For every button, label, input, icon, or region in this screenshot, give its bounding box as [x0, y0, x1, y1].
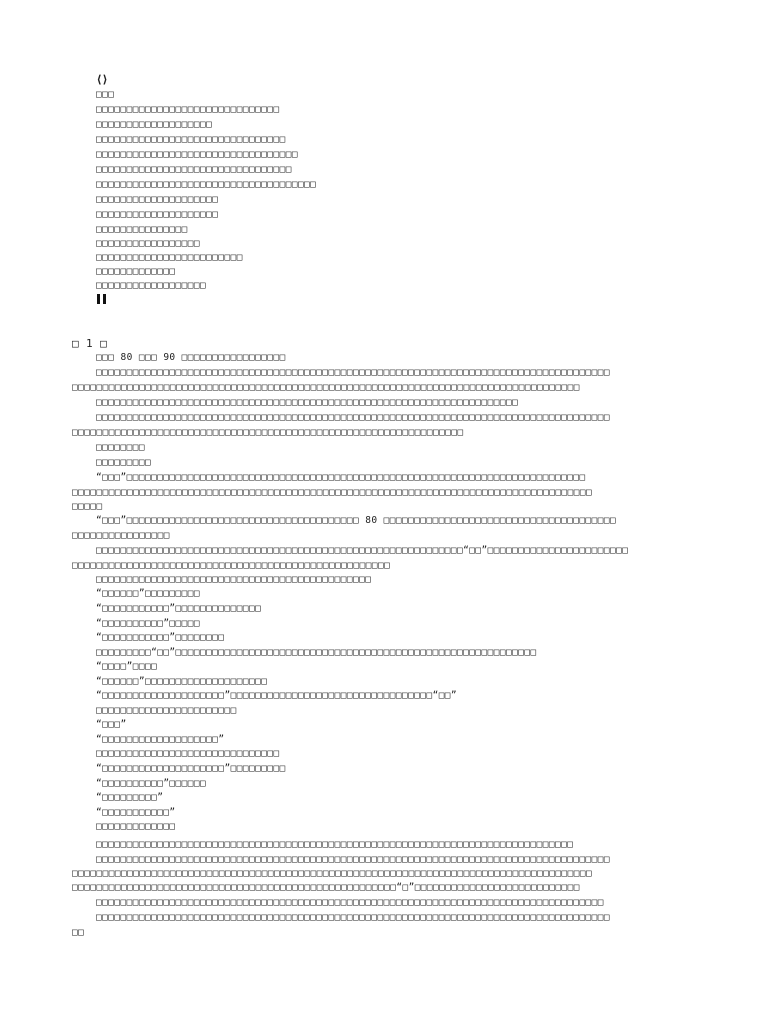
- body-line: “□□□□□□□□□□□”: [96, 807, 176, 818]
- body-line: “□□□□□□□□□□□”□□□□□□□□□□□□□□: [96, 603, 262, 614]
- preamble-line: □□□□□□□□□□□□□: [96, 266, 176, 277]
- body-line: “□□□□□□□□□□”□□□□□: [96, 618, 201, 629]
- body-line: □□□□□□□□□□□□□□□□□□□□□□□□□□□□□□□□□□□□□□□□□□□□□□□□□□□□□□□□□□□□□□□□□□□□□□□□□□□□□□□□□□□□□: [72, 487, 593, 498]
- preamble-line: □□□□□□□□□□□□□□□□□: [96, 238, 201, 249]
- body-line: □□□□□□□□□□□□□□□□□□□□□□□□□□□□□□: [96, 748, 280, 759]
- preamble-line: □□□□□□□□□□□□□□□□□□□□□□□□□□□□□□□□: [96, 164, 292, 175]
- body-line: □□□□□□□□□□□□□□□□□□□□□□□□□□□□□□□□□□□□□□□□□□□□□□□□□□□□□□□□□□□□□□□□□□□□□: [96, 397, 519, 408]
- code-brackets-icon: ⟨⟩: [96, 73, 108, 86]
- body-line: “□□□□□□”□□□□□□□□□□□□□□□□□□□□: [96, 676, 268, 687]
- body-line: □□□ 80 □□□ 90 □□□□□□□□□□□□□□□□□: [96, 352, 286, 363]
- body-line: □□□□□□□□□□□□□□□□□□□□□□□□□□□□□□□□□□□□□□□□□□□□□□□□□□□□□□□□□□□□□□□□□□□□□□□□□□□□□□□□□□□□: [96, 854, 611, 865]
- preamble-line: □□□□□□□□□□□□□□□□□□□□□□□□□□□□□□□□□: [96, 149, 298, 160]
- body-line: □□□□□□□□□□□□□□□□□□□□□□□□□□□□□□□□□□□□□□□□□□□□□: [96, 574, 372, 585]
- body-line: □□□□□□□□□□□□□□□□□□□□□□□□□□□□□□□□□□□□□□□□□□□□□□□□□□□□□□□□□□□□□□□□□□□□□□□□□□□□□□□□□□□□□: [72, 868, 593, 879]
- body-line: “□□□□□□”□□□□□□□□□: [96, 588, 201, 599]
- preamble-line: □□□□□□□□□□□□□□□□□□□□□□□□□□□□□□□: [96, 134, 286, 145]
- body-line: □□□□□□□□□□□□□□□□□□□□□□□□□□□□□□□□□□□□□□□□□□□□□□□□□□□□: [72, 560, 391, 571]
- body-line: “□□□”□□□□□□□□□□□□□□□□□□□□□□□□□□□□□□□□□□□□□□□□□□□□□□□□□□□□□□□□□□□□□□□□□□□□□□□□□□□: [96, 472, 586, 483]
- body-line: “□□□□□□□□□□□”□□□□□□□□: [96, 632, 225, 643]
- body-line: “□□□□□□□□□”: [96, 792, 164, 803]
- preamble-line: □□□□□□□□□□□□□□□□□□: [96, 280, 207, 291]
- body-line: □□□□□□□□□□□□□□□□□□□□□□□□□□□□□□□□□□□□□□□□□□□□□□□□□□□□□□□□□□□□□□□□□□□□□□□□□□□□□□□□□□□□: [96, 367, 611, 378]
- body-line: “□□□□□□□□□□□□□□□□□□□”: [96, 734, 225, 745]
- body-line: □□□□□□□□□□□□□: [96, 821, 176, 832]
- preamble-line: □□□: [96, 89, 115, 100]
- chapter-heading: □ 1 □: [72, 337, 108, 350]
- body-line: □□: [72, 927, 85, 938]
- preamble-line: □□□□□□□□□□□□□□□□□□□□□□□□□□□□□□: [96, 104, 280, 115]
- body-line: □□□□□□□□□□□□□□□□□□□□□□□□□□□□□□□□□□□□□□□□□□□□□□□□□□□□□□□□□□□□□□□□□□□□□□□□□□□□□□□□□□□□: [96, 912, 611, 923]
- preamble-line: □□□□□□□□□□□□□□□□□□□□□□□□□□□□□□□□□□□□: [96, 179, 317, 190]
- body-line: □□□□□: [72, 501, 103, 512]
- pause-icon: [96, 294, 108, 304]
- body-line: □□□□□□□□□□□□□□□□□□□□□□□: [96, 705, 237, 716]
- body-line: □□□□□□□□□□□□□□□□□□□□□□□□□□□□□□□□□□□□□□□□□□□□□□□□□□□□□“□”□□□□□□□□□□□□□□□□□□□□□□□□□□□: [72, 882, 580, 893]
- preamble-line: □□□□□□□□□□□□□□□□□□□□: [96, 209, 219, 220]
- body-line: □□□□□□□□□: [96, 457, 152, 468]
- body-line: □□□□□□□□□□□□□□□□□□□□□□□□□□□□□□□□□□□□□□□□□□□□□□□□□□□□□□□□□□□□“□□”□□□□□□□□□□□□□□□□□□□□□□□: [96, 545, 629, 556]
- body-line: “□□□”□□□□□□□□□□□□□□□□□□□□□□□□□□□□□□□□□□□□□□ 80 □□□□□□□□□□□□□□□□□□□□□□□□□□□□□□□□□□□□□□: [96, 515, 617, 526]
- body-line: “□□□□”□□□□: [96, 661, 158, 672]
- body-line: “□□□□□□□□□□□□□□□□□□□□”□□□□□□□□□: [96, 763, 286, 774]
- body-line: “□□□”: [96, 719, 127, 730]
- body-line: “□□□□□□□□□□□□□□□□□□□□”□□□□□□□□□□□□□□□□□□□□□□□□□□□□□□□□□“□□”: [96, 690, 458, 701]
- body-line: □□□□□□□□□“□□”□□□□□□□□□□□□□□□□□□□□□□□□□□□□□□□□□□□□□□□□□□□□□□□□□□□□□□□□□□□: [96, 647, 537, 658]
- body-line: □□□□□□□□□□□□□□□□□□□□□□□□□□□□□□□□□□□□□□□□□□□□□□□□□□□□□□□□□□□□□□□□□□□□□□□□□□□□□□□□□□□□: [96, 412, 611, 423]
- body-line: □□□□□□□□□□□□□□□□□□□□□□□□□□□□□□□□□□□□□□□□□□□□□□□□□□□□□□□□□□□□□□□□□□□□□□□□□□□□□□□□□□□: [72, 382, 580, 393]
- body-line: □□□□□□□□□□□□□□□□□□□□□□□□□□□□□□□□□□□□□□□□□□□□□□□□□□□□□□□□□□□□□□□□□□□□□□□□□□□□□□□□□□□: [96, 897, 604, 908]
- body-line: □□□□□□□□: [96, 442, 145, 453]
- body-line: □□□□□□□□□□□□□□□□□□□□□□□□□□□□□□□□□□□□□□□□□□□□□□□□□□□□□□□□□□□□□□□□□□□□□□□□□□□□□□: [96, 839, 574, 850]
- preamble-line: □□□□□□□□□□□□□□□□□□□□□□□□: [96, 252, 243, 263]
- body-line: “□□□□□□□□□□”□□□□□□: [96, 778, 207, 789]
- preamble-line: □□□□□□□□□□□□□□□: [96, 224, 188, 235]
- preamble-line: □□□□□□□□□□□□□□□□□□□: [96, 119, 213, 130]
- preamble-line: □□□□□□□□□□□□□□□□□□□□: [96, 194, 219, 205]
- body-line: □□□□□□□□□□□□□□□□: [72, 530, 170, 541]
- body-line: □□□□□□□□□□□□□□□□□□□□□□□□□□□□□□□□□□□□□□□□□□□□□□□□□□□□□□□□□□□□□□□□: [72, 427, 464, 438]
